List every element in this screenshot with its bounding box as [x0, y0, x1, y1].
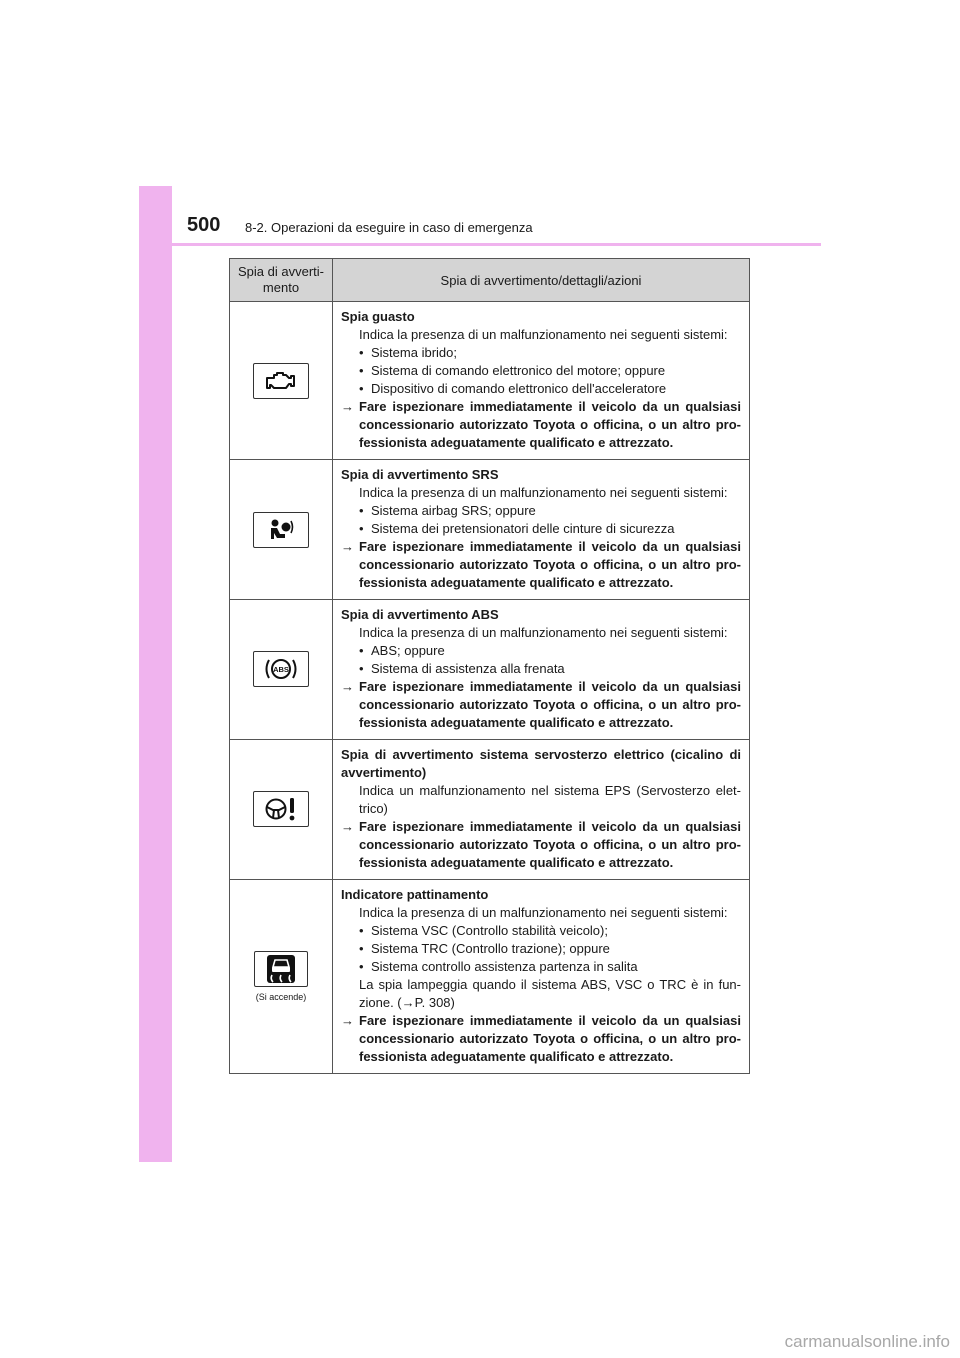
- row-title: Indicatore pattinamento: [341, 887, 489, 902]
- description-cell: [333, 302, 750, 460]
- icon-cell: [230, 600, 333, 740]
- list-item: • Sistema airbag SRS; oppure: [359, 503, 536, 518]
- list-item: • Sistema controllo assistenza partenza in salita: [359, 959, 638, 974]
- watermark: carmanualsonline.info: [784, 1332, 950, 1351]
- row-action: → Fare ispezionare immediatamente il veicolo da un qualsiasi concessionario autorizzato Toyota o officina, o un altro pro-fessionista adeguatamente qualificato e attrezzato.: [341, 539, 741, 590]
- abs-icon: [253, 651, 309, 687]
- icon-cell: [230, 460, 333, 600]
- header-warning-light: [230, 259, 333, 302]
- row-action: → Fare ispezionare immediatamente il veicolo da un qualsiasi concessionario autorizzato Toyota o officina, o un altro pro-fessionista adeguatamente qualificato e attrezzato.: [341, 1013, 741, 1064]
- icon-cell: [230, 880, 333, 1074]
- row-intro: Indica la presenza di un malfunzionamento nei seguenti sistemi:: [359, 485, 728, 500]
- list-item: • Sistema ibrido;: [359, 345, 457, 360]
- table-row: [230, 880, 750, 1074]
- row-action: → Fare ispezionare immediatamente il veicolo da un qualsiasi concessionario autorizzato Toyota o officina, o un altro pro-fessionista adeguatamente qualificato e attrezzato.: [341, 819, 741, 870]
- side-tab-bar: [139, 186, 172, 1162]
- row-note: La spia lampeggia quando il sistema ABS, VSC o TRC è in fun-zione. (→P. 308): [359, 977, 741, 1010]
- header-details: Spia di avvertimento/dettagli/azioni: [333, 259, 750, 302]
- table-row: [230, 600, 750, 740]
- table-row: [230, 460, 750, 600]
- description-cell: [333, 600, 750, 740]
- slip-indicator-icon: [254, 951, 308, 987]
- header-rule: [139, 243, 821, 246]
- list-item: • Sistema VSC (Controllo stabilità veicolo);: [359, 923, 608, 938]
- row-intro: Indica la presenza di un malfunzionamento nei seguenti sistemi:: [359, 905, 728, 920]
- row-intro: Indica la presenza di un malfunzionamento nei seguenti sistemi:: [359, 625, 728, 640]
- row-title: Spia di avvertimento SRS: [341, 467, 499, 482]
- row-action: → Fare ispezionare immediatamente il veicolo da un qualsiasi concessionario autorizzato Toyota o officina, o un altro pro-fessionista adeguatamente qualificato e attrezzato.: [341, 679, 741, 730]
- icon-cell: [230, 302, 333, 460]
- eps-steering-warning-icon: [253, 791, 309, 827]
- row-intro: Indica un malfunzionamento nel sistema EPS (Servosterzo elet-trico): [359, 783, 741, 816]
- row-action: → Fare ispezionare immediatamente il veicolo da un qualsiasi concessionario autorizzato Toyota o officina, o un altro pro-fessionista adeguatamente qualificato e attrezzato.: [341, 399, 741, 450]
- list-item: • ABS; oppure: [359, 643, 445, 658]
- row-title: Spia di avvertimento ABS: [341, 607, 499, 622]
- header-warning-light-line1: Spia di avverti-: [238, 264, 324, 279]
- list-item: • Dispositivo di comando elettronico dell'acceleratore: [359, 381, 667, 396]
- table-row: [230, 302, 750, 460]
- check-engine-icon: [253, 363, 309, 399]
- abs-icon-label: ABS: [273, 665, 289, 674]
- list-item: • Sistema di assistenza alla frenata: [359, 661, 565, 676]
- warning-lights-table: [229, 258, 750, 1074]
- list-item: • Sistema TRC (Controllo trazione); oppure: [359, 941, 610, 956]
- row-title: Spia di avvertimento sistema servosterzo elettrico (cicalino di avvertimento): [341, 747, 741, 780]
- description-cell: [333, 740, 750, 880]
- table-header-row: [230, 259, 750, 302]
- srs-airbag-icon: [253, 512, 309, 548]
- header-warning-light-line2: mento: [262, 280, 300, 295]
- row-intro: Indica la presenza di un malfunzionamento nei seguenti sistemi:: [359, 327, 728, 342]
- list-item: • Sistema di comando elettronico del motore; oppure: [359, 363, 666, 378]
- row-title: Spia guasto: [341, 309, 415, 324]
- section-title: 8-2. Operazioni da eseguire in caso di emergenza: [245, 220, 533, 235]
- icon-cell: [230, 740, 333, 880]
- table-row: [230, 740, 750, 880]
- description-cell: [333, 460, 750, 600]
- page-number: 500: [187, 214, 221, 236]
- icon-caption: (Si accende): [255, 992, 307, 1002]
- description-cell: [333, 880, 750, 1074]
- list-item: • Sistema dei pretensionatori delle cinture di sicurezza: [359, 521, 675, 536]
